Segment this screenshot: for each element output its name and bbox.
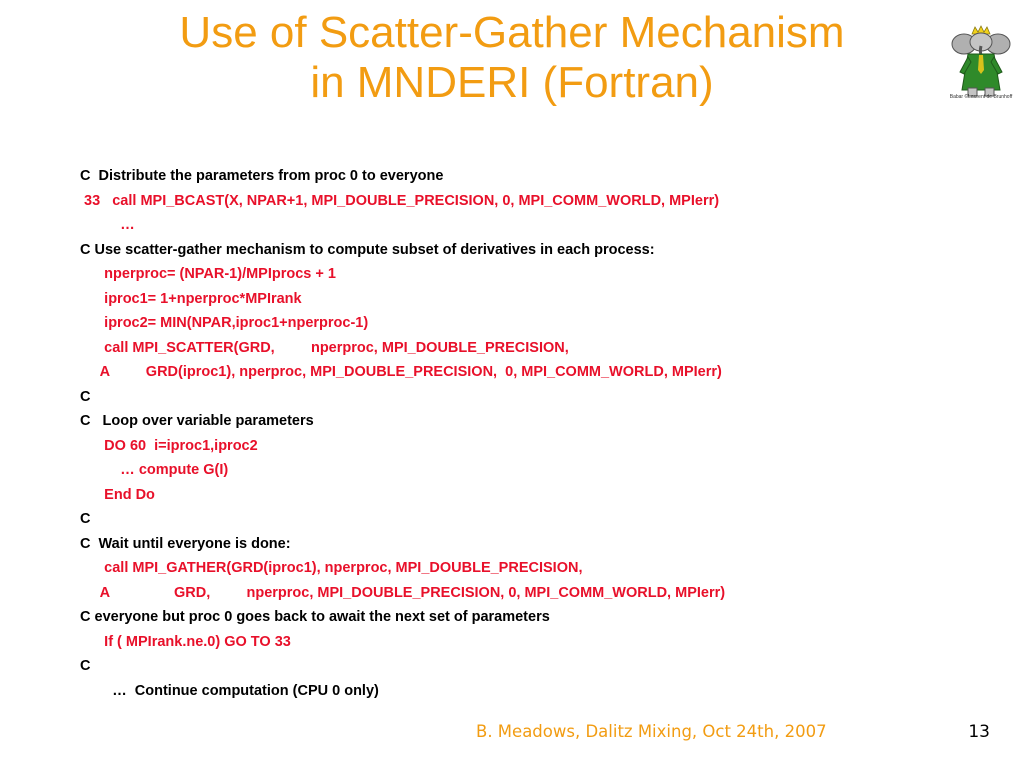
comment-line: C xyxy=(80,658,91,674)
babar-elephant-icon xyxy=(944,24,1016,102)
code-line: call MPI_GATHER(GRD(iproc1), nperproc, MPI_DOUBLE_PRECISION, xyxy=(80,560,583,576)
slide-title-line-2: in MNDERI (Fortran) xyxy=(310,58,714,107)
slide-footer: B. Meadows, Dalitz Mixing, Oct 24th, 2007 xyxy=(476,722,827,741)
code-line: A GRD(iproc1), nperproc, MPI_DOUBLE_PRECISION, 0, MPI_COMM_WORLD, MPIerr) xyxy=(80,364,722,380)
page-number: 13 xyxy=(968,722,990,742)
code-line: If ( MPIrank.ne.0) GO TO 33 xyxy=(80,633,291,650)
code-line: call MPI_SCATTER(GRD, nperproc, MPI_DOUBLE_PRECISION, xyxy=(80,339,569,356)
comment-line: C Distribute the parameters from proc 0 to everyone xyxy=(80,168,444,184)
code-line: … compute G(I) xyxy=(80,462,229,478)
code-line: 33 call MPI_BCAST(X, NPAR+1, MPI_DOUBLE_PRECISION, 0, MPI_COMM_WORLD, MPIerr) xyxy=(80,192,720,209)
code-line: nperproc= (NPAR-1)/MPIprocs + 1 xyxy=(80,266,336,282)
slide-title-line-1: Use of Scatter-Gather Mechanism xyxy=(179,8,845,57)
comment-line: … Continue computation (CPU 0 only) xyxy=(80,682,379,699)
code-line: A GRD, nperproc, MPI_DOUBLE_PRECISION, 0, MPI_COMM_WORLD, MPIerr) xyxy=(80,584,726,601)
comment-line: C xyxy=(80,388,91,405)
comment-line: C xyxy=(80,511,91,527)
comment-line: C Use scatter-gather mechanism to compute subset of derivatives in each process: xyxy=(80,241,655,258)
code-line: iproc2= MIN(NPAR,iproc1+nperproc-1) xyxy=(80,315,369,331)
slide-title xyxy=(0,8,1024,108)
comment-line: C Loop over variable parameters xyxy=(80,413,314,429)
code-line: … xyxy=(80,217,135,233)
comment-line: C everyone but proc 0 goes back to await the next set of parameters xyxy=(80,609,550,625)
code-line: End Do xyxy=(80,486,155,503)
code-line: iproc1= 1+nperproc*MPIrank xyxy=(80,290,302,307)
logo-caption: Babar ©Laurent de Brunhoff xyxy=(949,94,1013,100)
comment-line: C Wait until everyone is done: xyxy=(80,535,291,552)
code-line: DO 60 i=iproc1,iproc2 xyxy=(80,437,258,454)
code-listing xyxy=(80,164,980,703)
